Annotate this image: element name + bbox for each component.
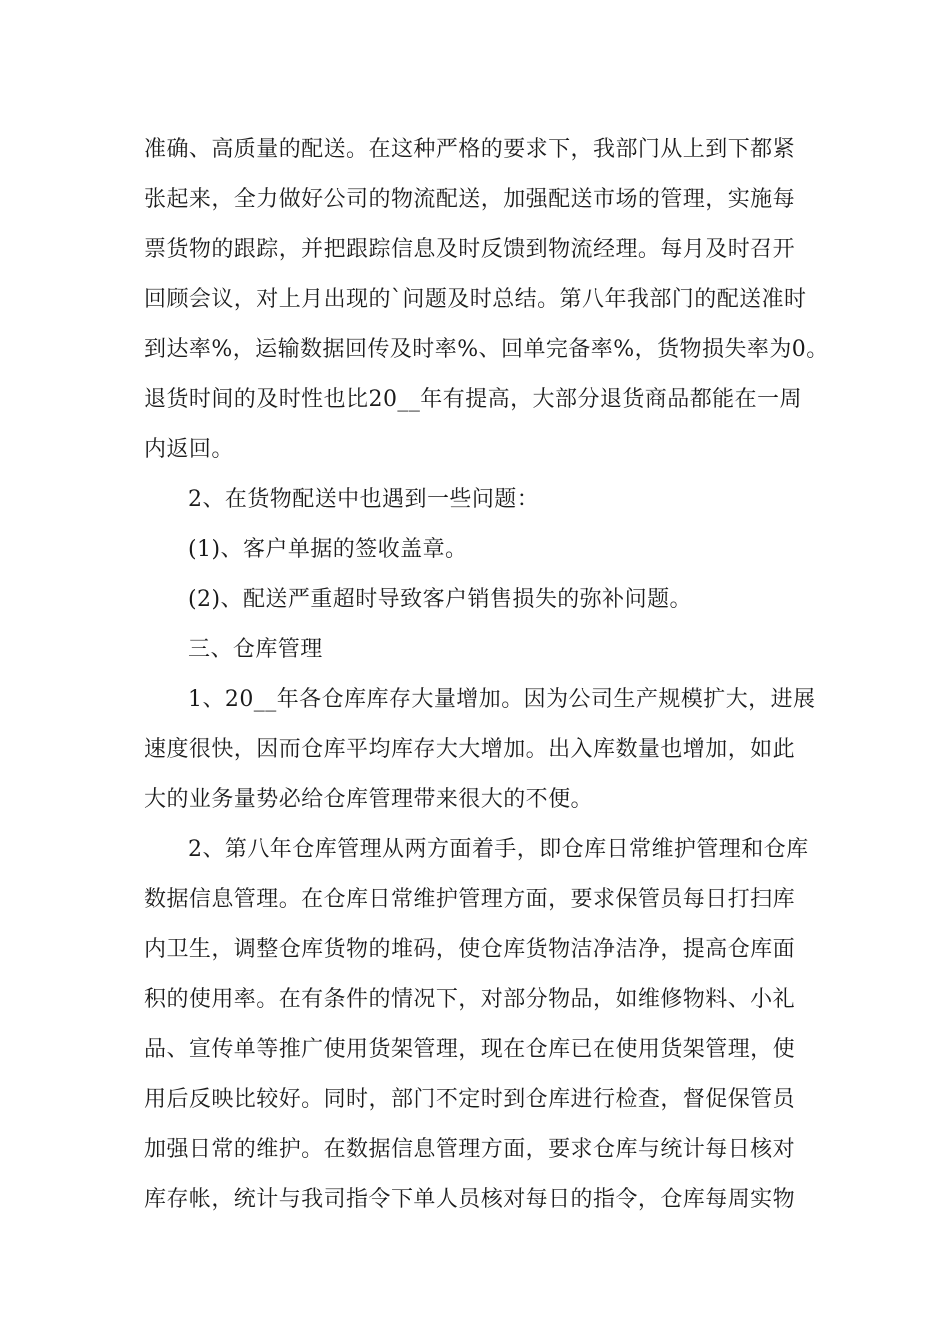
text-line: 用后反映比较好。同时，部门不定时到仓库进行检查，督促保管员 xyxy=(144,1087,796,1112)
text-line: 张起来，全力做好公司的物流配送，加强配送市场的管理，实施每 xyxy=(144,187,796,212)
text-line: 票货物的跟踪，并把跟踪信息及时反馈到物流经理。每月及时召开 xyxy=(144,237,796,262)
text-line: 品、宣传单等推广使用货架管理，现在仓库已在使用货架管理，使 xyxy=(144,1037,796,1062)
text-line: 加强日常的维护。在数据信息管理方面，要求仓库与统计每日核对 xyxy=(144,1137,796,1162)
text-line: 内返回。 xyxy=(144,437,234,462)
text-line: 回顾会议，对上月出现的`问题及时总结。第八年我部门的配送准时 xyxy=(144,287,807,312)
text-line: 2、第八年仓库管理从两方面着手，即仓库日常维护管理和仓库 xyxy=(188,837,809,862)
text-line: 2、在货物配送中也遇到一些问题： xyxy=(188,487,540,512)
section-heading: 三、仓库管理 xyxy=(188,637,323,662)
text-line: 大的业务量势必给仓库管理带来很大的不便。 xyxy=(144,787,594,812)
text-line: 内卫生，调整仓库货物的堆码，使仓库货物洁净洁净，提高仓库面 xyxy=(144,937,796,962)
text-line: (2)、配送严重超时导致客户销售损失的弥补问题。 xyxy=(188,587,692,612)
text-line: 库存帐，统计与我司指令下单人员核对每日的指令，仓库每周实物 xyxy=(144,1187,796,1212)
text-line: 速度很快，因而仓库平均库存大大增加。出入库数量也增加，如此 xyxy=(144,737,796,762)
text-line: 积的使用率。在有条件的情况下，对部分物品，如维修物料、小礼 xyxy=(144,987,796,1012)
text-line: 数据信息管理。在仓库日常维护管理方面，要求保管员每日打扫库 xyxy=(144,887,796,912)
text-line: 退货时间的及时性也比20__年有提高，大部分退货商品都能在一周 xyxy=(144,387,802,412)
text-line: 准确、高质量的配送。在这种严格的要求下，我部门从上到下都紧 xyxy=(144,137,796,162)
text-line: 到达率%，运输数据回传及时率%、回单完备率%，货物损失率为0。 xyxy=(144,337,829,362)
text-line: (1)、客户单据的签收盖章。 xyxy=(188,537,468,562)
text-line: 1、20__年各仓库库存大量增加。因为公司生产规模扩大，进展 xyxy=(188,687,816,712)
